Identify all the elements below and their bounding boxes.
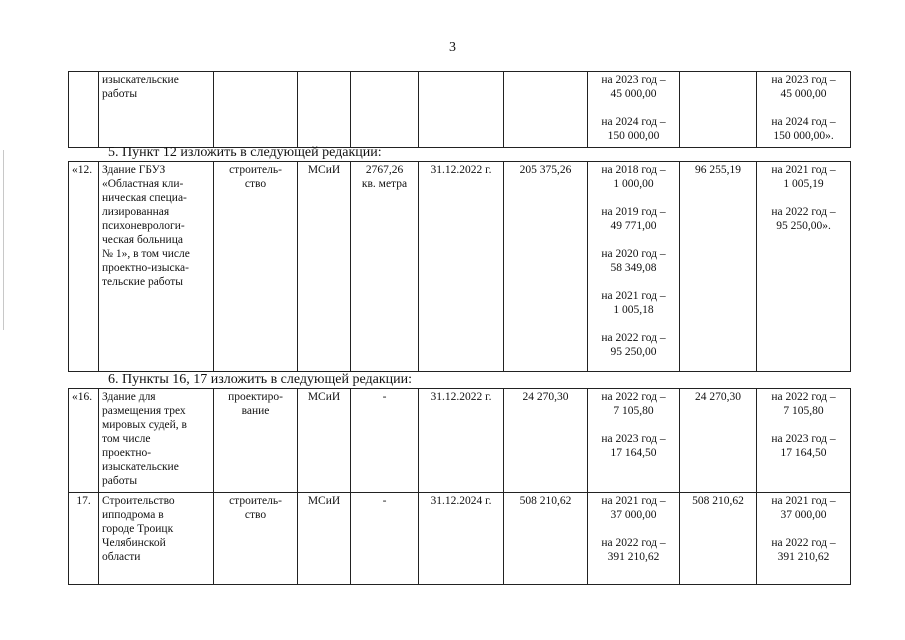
customer-cell [298,72,351,148]
remaining-text: 508 210,62 [692,495,744,507]
row-number: «16. [72,391,93,403]
customer-cell [298,493,351,585]
table-row [69,493,851,585]
years-remaining-cell [757,162,851,372]
customer-text: МСиИ [307,495,341,507]
cell-line: на 2022 год – [771,391,836,403]
name-cell [99,493,214,585]
cell-line: тельские работы [102,276,183,288]
type-cell [214,493,298,585]
cell-line: 45 000,00 [610,88,657,100]
line-gap [591,418,676,432]
cell-line: области [102,551,141,563]
deadline-cell [419,389,504,493]
deadline-cell [419,162,504,372]
remaining-cell [680,493,757,585]
cell-line: на 2021 год – [771,164,836,176]
table-point-12 [68,161,851,372]
customer-text: МСиИ [307,391,341,403]
cell-line: 58 349,08 [610,262,657,274]
cell-line: 37 000,00 [780,509,827,521]
line-gap [591,522,676,536]
deadline-text: 31.12.2022 г. [430,164,492,176]
cell-line: проектно-изыска- [102,262,189,274]
cell-line: 1 005,18 [613,304,654,316]
cell-line: на 2023 год – [771,74,836,86]
cell-line: № 1», в том числе [102,248,190,260]
cell-line: на 2019 год – [601,206,666,218]
cell-line: проектно- [102,447,152,459]
years-cell [588,389,680,493]
years-cell [588,72,680,148]
cell-line: «Областная кли- [102,178,184,190]
capacity-text: - [382,391,387,403]
cell-line: 391 210,62 [607,551,660,563]
row-number: «12. [72,164,93,176]
cell-line: на 2024 год – [771,116,836,128]
cell-line: 17 164,50 [780,447,827,459]
scan-edge [3,150,4,330]
years-cell [588,493,680,585]
remaining-cell [680,162,757,372]
cell-line: на 2021 год – [601,495,666,507]
cell-line: ническая специа- [102,192,187,204]
cost-cell [504,493,588,585]
customer-cell [298,162,351,372]
table-row [69,72,851,148]
cell-line: на 2023 год – [771,433,836,445]
cell-line: 7 105,80 [613,405,654,417]
deadline-cell [419,493,504,585]
cell-line: том числе [102,433,151,445]
cell-line: на 2022 год – [601,332,666,344]
customer-cell [298,389,351,493]
cell-line: вание [241,405,270,417]
cell-line: кв. метра [361,178,408,190]
cell-line: мировых судей, в [102,419,187,431]
type-cell [214,162,298,372]
capacity-cell [351,162,419,372]
cell-line: ство [244,509,267,521]
capacity-text: - [382,495,387,507]
cell-line: 95 250,00». [776,220,831,232]
row-number: 17. [76,495,91,507]
cell-line: 49 771,00 [610,220,657,232]
num-cell [69,162,99,372]
cost-text: 508 210,62 [519,495,572,507]
cell-line: ство [244,178,267,190]
line-gap [591,101,676,115]
line-gap [760,191,847,205]
line-gap [760,418,847,432]
cost-cell [504,72,588,148]
cell-line: на 2024 год – [601,116,666,128]
line-gap [760,101,847,115]
cell-line: 1 000,00 [613,178,654,190]
cell-line: на 2022 год – [601,391,666,403]
type-cell [214,72,298,148]
cell-line: 150 000,00». [773,130,834,142]
remaining-cell [680,72,757,148]
table-continuation [68,71,851,148]
cell-line: 2767,26 [365,164,404,176]
cell-line: 391 210,62 [777,551,830,563]
years-remaining-cell [757,493,851,585]
name-cell [99,72,214,148]
cell-line: 17 164,50 [610,447,657,459]
cell-line: 95 250,00 [610,346,657,358]
cell-line: на 2020 год – [601,248,666,260]
cell-line: Здание ГБУЗ [102,164,166,176]
line-gap [591,191,676,205]
num-cell [69,72,99,148]
customer-text: МСиИ [307,164,341,176]
deadline-text: 31.12.2024 г. [430,495,492,507]
table-points-16-17 [68,388,851,585]
cell-line: размещения трех [102,405,186,417]
cell-line: строитель- [229,164,282,176]
cost-cell [504,162,588,372]
cell-line: строитель- [229,495,282,507]
remaining-text: 96 255,19 [695,164,741,176]
remaining-cell [680,389,757,493]
cell-line: изыскательские [102,461,179,473]
capacity-cell [351,72,419,148]
remaining-text: 24 270,30 [695,391,741,403]
line-gap [591,317,676,331]
name-cell [99,162,214,372]
cost-cell [504,389,588,493]
cell-line: лизированная [102,206,170,218]
cell-line: на 2018 год – [601,164,666,176]
deadline-cell [419,72,504,148]
cell-line: на 2022 год – [601,537,666,549]
cell-line: ческая больница [102,234,183,246]
capacity-cell [351,493,419,585]
cell-line: на 2022 год – [771,206,836,218]
capacity-cell [351,389,419,493]
cell-line: на 2022 год – [771,537,836,549]
cell-line: на 2021 год – [601,290,666,302]
cell-line: 45 000,00 [780,88,827,100]
line-gap [760,522,847,536]
num-cell [69,493,99,585]
cell-line: 7 105,80 [783,405,824,417]
page-number: 3 [449,40,456,55]
cell-line: на 2021 год – [771,495,836,507]
cell-line: проектиро- [228,391,283,403]
name-cell [99,389,214,493]
line-gap [591,275,676,289]
type-cell [214,389,298,493]
deadline-text: 31.12.2022 г. [430,391,492,403]
cost-text: 24 270,30 [522,391,569,403]
cell-line: работы [102,475,138,487]
cell-line: городе Троицк [102,523,174,535]
years-cell [588,162,680,372]
cell-line: 150 000,00 [607,130,660,142]
line-gap [591,233,676,247]
years-remaining-cell [757,389,851,493]
cell-line: на 2023 год – [601,74,666,86]
cost-text: 205 375,26 [519,164,572,176]
heading-points-16-17: 6. Пункты 16, 17 изложить в следующей редакции: [108,372,413,387]
heading-point-12: 5. Пункт 12 изложить в следующей редакции: [108,145,382,160]
years-remaining-cell [757,72,851,148]
cell-line: ипподрома в [102,509,164,521]
cell-line: 1 005,19 [783,178,824,190]
cell-line: психоневрологи- [102,220,185,232]
cell-line: Челябинской [102,537,166,549]
cell-line: на 2023 год – [601,433,666,445]
cell-line: 37 000,00 [610,509,657,521]
table-row [69,162,851,372]
cell-line: Строительство [102,495,175,507]
table-row [69,389,851,493]
cell-line: Здание для [102,391,156,403]
num-cell [69,389,99,493]
name-text: изыскательские работы [102,74,179,100]
